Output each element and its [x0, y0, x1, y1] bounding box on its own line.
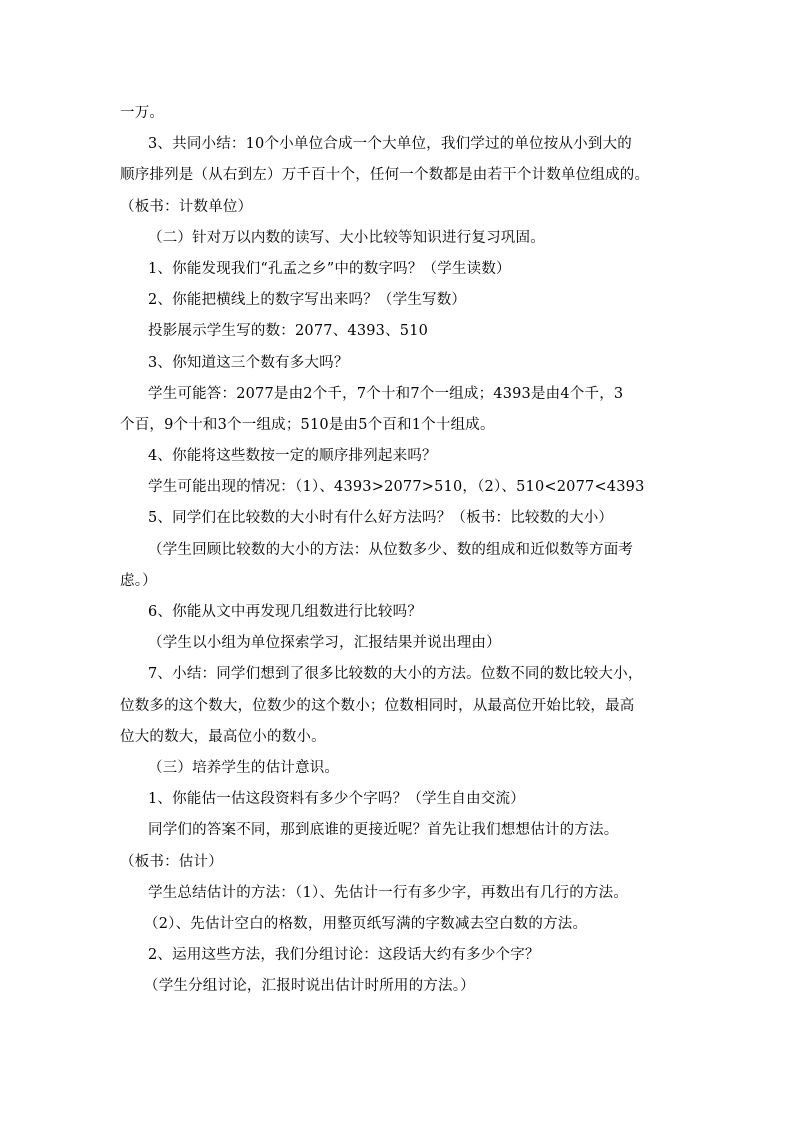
text-line: 学生总结估计的方法：（1）、先估计一行有多少字，再数出有几行的方法。	[148, 884, 629, 901]
text-line: 顺序排列是（从右到左）万千百十个，任何一个数都是由若干个计数单位组成的。	[120, 167, 650, 184]
text-line: （板书：计数单位）	[120, 198, 253, 215]
text-line: 2、你能把横线上的数字写出来吗？（学生写数）	[148, 292, 467, 309]
text-line: 一万。	[120, 105, 165, 121]
document-body	[120, 98, 690, 1002]
text-line: 3、你知道这三个数有多大吗？	[148, 354, 349, 371]
text-line: （学生以小组为单位探索学习，汇报结果并说出理由）	[148, 635, 501, 652]
text-line: 同学们的答案不同，那到底谁的更接近呢？首先让我们想想估计的方法。	[148, 822, 619, 839]
text-line: 2、运用这些方法，我们分组讨论：这段话大约有多少个字？	[148, 947, 540, 964]
text-line: 学生可能答：2077是由2个千，7个十和7个一组成；4393是由4个千，3	[148, 385, 624, 402]
text-line: 1、你能发现我们“孔孟之乡”中的数字吗？（学生读数）	[148, 260, 511, 277]
text-line: 个百，9个十和3个一组成；510是由5个百和1个十组成。	[120, 416, 495, 433]
text-line: 7、小结：同学们想到了很多比较数的大小的方法。位数不同的数比较大小，	[148, 666, 643, 683]
section-heading: （三）培养学生的估计意识。	[148, 759, 340, 776]
text-line: 5、同学们在比较数的大小时有什么好方法吗？（板书：比较数的大小）	[148, 510, 614, 527]
text-line: （2）、先估计空白的格数，用整页纸写满的字数减去空白数的方法。	[144, 915, 588, 932]
text-line: 投影展示学生写的数：2077、4393、510	[148, 323, 429, 340]
text-line: 6、你能从文中再发现几组数进行比较吗？	[148, 604, 423, 620]
text-line: 1、你能估一估这段资料有多少个字吗？（学生自由交流）	[148, 791, 525, 808]
text-line: 4、你能将这些数按一定的顺序排列起来吗？	[148, 448, 437, 465]
text-line: （学生分组讨论，汇报时说出估计时所用的方法。）	[144, 978, 475, 995]
text-line: 学生可能出现的情况：（1）、4393>2077>510，（2）、510<2077<4393	[148, 479, 645, 496]
text-line: 位数多的这个数大，位数少的这个数小；位数相同时，从最高位开始比较，最高	[120, 697, 635, 714]
text-line: 位大的数大，最高位小的数小。	[120, 728, 326, 745]
text-line: （板书：估计）	[120, 853, 223, 870]
section-heading: （二）针对万以内数的读写、大小比较等知识进行复习巩固。	[148, 229, 545, 246]
text-line: 3、共同小结：10个小单位合成一个大单位，我们学过的单位按从小到大的	[148, 136, 632, 153]
text-line: （学生回顾比较数的大小的方法：从位数多少、数的组成和近似数等方面考	[148, 541, 634, 558]
text-line: 虑。）	[120, 572, 157, 589]
